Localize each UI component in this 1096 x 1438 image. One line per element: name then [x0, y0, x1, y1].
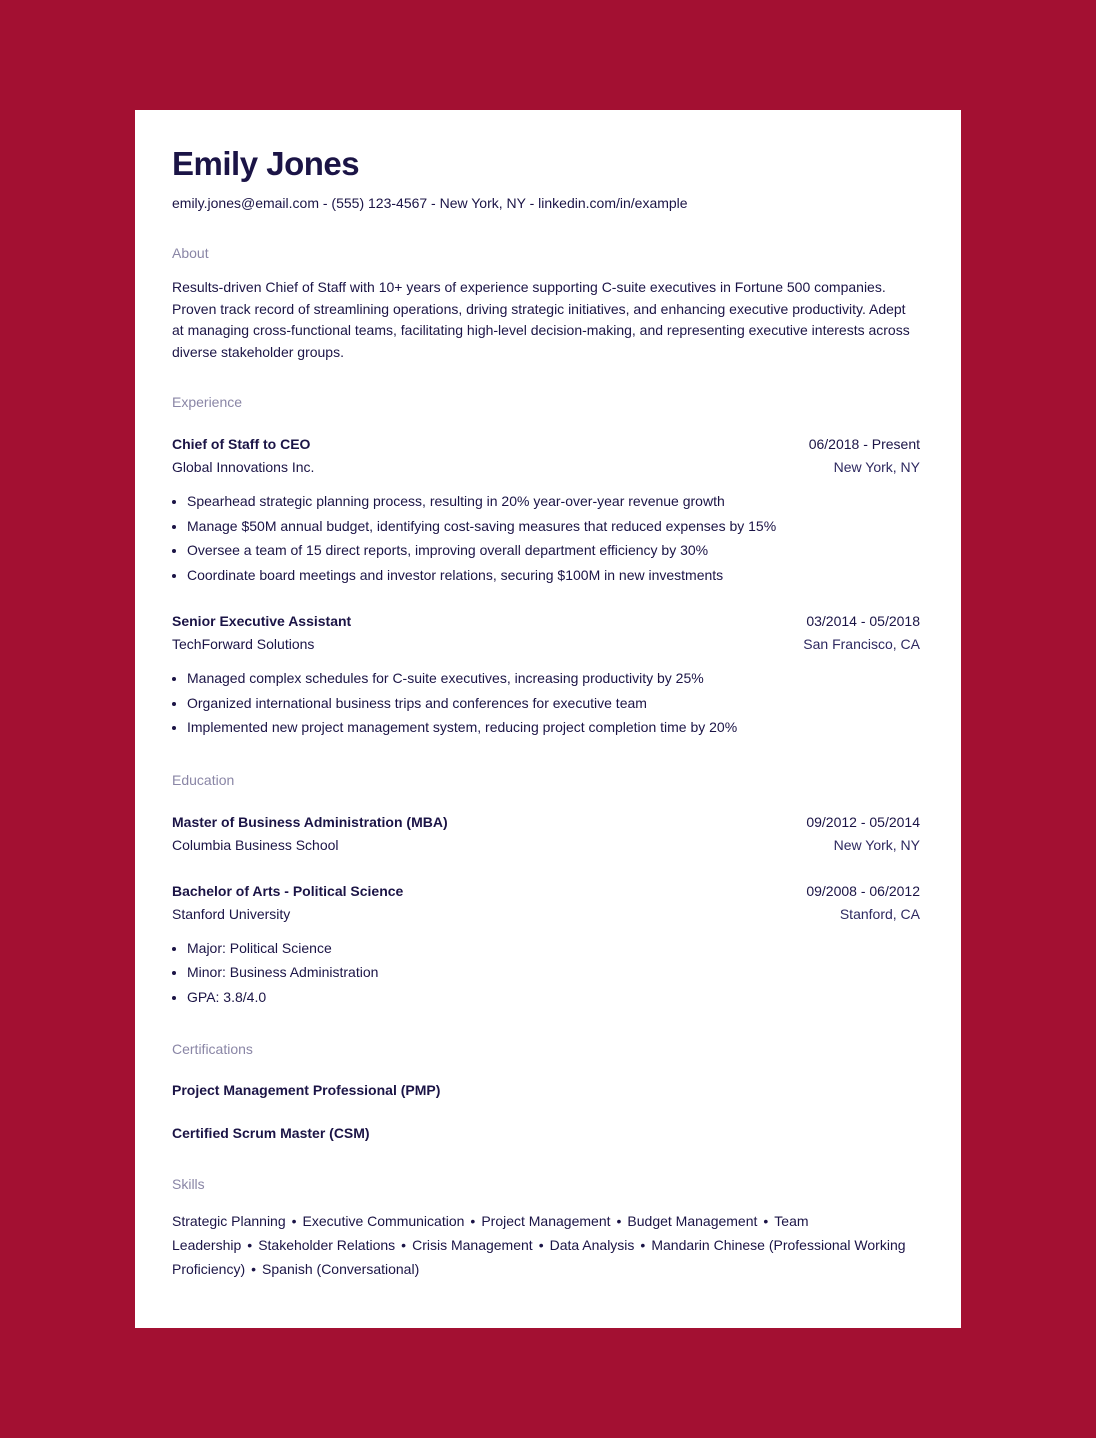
- section-title-skills: Skills: [172, 1176, 205, 1192]
- section-title-certifications: Certifications: [172, 1041, 253, 1057]
- list-item: • Oversee a team of 15 direct reports, improving overall department efficiency by 30%: [187, 538, 920, 563]
- job-dates: 06/2018 - Present: [808, 436, 920, 452]
- skill-item: Budget Management: [627, 1213, 758, 1229]
- education-dates: 09/2008 - 06/2012: [806, 882, 920, 899]
- skill-item: Team Leadership: [172, 1213, 809, 1253]
- skill-item: Strategic Planning: [172, 1213, 286, 1229]
- education-entry: [172, 880, 920, 1010]
- bullet-separator: •: [247, 1237, 253, 1253]
- bullet-separator: •: [401, 1237, 407, 1253]
- skill-item: Project Management: [481, 1213, 611, 1229]
- about-summary: Results-driven Chief of Staff with 10+ years of experience supporting C-suite executives in Fortune 500 companies. Proven track record of streamlining operations, driving strategic initiatives, and enhancing executive productivity. Adept at managing cross-functional teams, facilitating high-level decision-making, and representing executive interests across diverse stakeholder groups.: [172, 279, 910, 360]
- degree-title: Bachelor of Arts - Political Science: [172, 882, 404, 899]
- list-item: • Spearhead strategic planning process, resulting in 20% year-over-year revenue growth: [187, 489, 920, 514]
- skill-item: Data Analysis: [549, 1237, 635, 1253]
- school-location: Stanford, CA: [839, 905, 920, 922]
- skill-item: Crisis Management: [412, 1237, 533, 1253]
- resume-page: [135, 110, 961, 1328]
- education-dates: 09/2012 - 05/2014: [806, 813, 920, 830]
- resume-name: Emily Jones: [172, 145, 360, 182]
- section-title-experience: Experience: [172, 394, 243, 410]
- job-bullets: [172, 489, 920, 587]
- experience-entry: [172, 433, 920, 587]
- skill-item: Mandarin Chinese (Professional Working Proficiency): [172, 1237, 906, 1277]
- section-title-about: About: [172, 245, 209, 261]
- bullet-separator: •: [291, 1213, 297, 1229]
- skill-item: Executive Communication: [302, 1213, 465, 1229]
- job-bullets: [172, 666, 920, 740]
- job-location: San Francisco, CA: [803, 636, 920, 652]
- company-name: Global Innovations Inc.: [172, 459, 315, 475]
- bullet-separator: •: [251, 1261, 257, 1277]
- list-item: • GPA: 3.8/4.0: [187, 985, 920, 1010]
- bullet-separator: •: [763, 1213, 769, 1229]
- section-title-education: Education: [172, 771, 235, 788]
- degree-title: Master of Business Administration (MBA): [172, 813, 448, 830]
- job-title: Chief of Staff to CEO: [172, 436, 311, 452]
- list-item: • Implemented new project management system, reducing project completion time by 20%: [187, 715, 920, 740]
- contact-line: emily.jones@email.com - (555) 123-4567 - New York, NY - linkedin.com/in/example: [172, 195, 688, 211]
- list-item: • Major: Political Science: [187, 936, 920, 961]
- list-item: • Minor: Business Administration: [187, 960, 920, 985]
- certification-item: Project Management Professional (PMP): [172, 1082, 441, 1098]
- company-name: TechForward Solutions: [172, 636, 315, 652]
- bullet-separator: •: [616, 1213, 622, 1229]
- experience-entry: [172, 610, 920, 740]
- school-name: Stanford University: [172, 905, 291, 922]
- list-item: • Managed complex schedules for C-suite executives, increasing productivity by 25%: [187, 666, 920, 691]
- bullet-separator: •: [640, 1237, 646, 1253]
- school-name: Columbia Business School: [172, 836, 339, 853]
- list-item: • Coordinate board meetings and investor relations, securing $100M in new investments: [187, 563, 920, 588]
- bullet-separator: •: [470, 1213, 476, 1229]
- skill-item: Stakeholder Relations: [258, 1237, 396, 1253]
- skill-item: Spanish (Conversational): [262, 1261, 420, 1277]
- skills-list: [172, 1209, 920, 1281]
- school-location: New York, NY: [833, 836, 920, 853]
- job-title: Senior Executive Assistant: [172, 613, 352, 629]
- education-bullets: [172, 936, 920, 1010]
- job-dates: 03/2014 - 05/2018: [806, 613, 920, 629]
- education-entry: [172, 811, 920, 857]
- bullet-separator: •: [538, 1237, 544, 1253]
- certification-item: Certified Scrum Master (CSM): [172, 1125, 370, 1141]
- list-item: • Manage $50M annual budget, identifying cost-saving measures that reduced expenses by 15%: [187, 514, 920, 539]
- list-item: • Organized international business trips and conferences for executive team: [187, 691, 920, 716]
- job-location: New York, NY: [833, 459, 920, 475]
